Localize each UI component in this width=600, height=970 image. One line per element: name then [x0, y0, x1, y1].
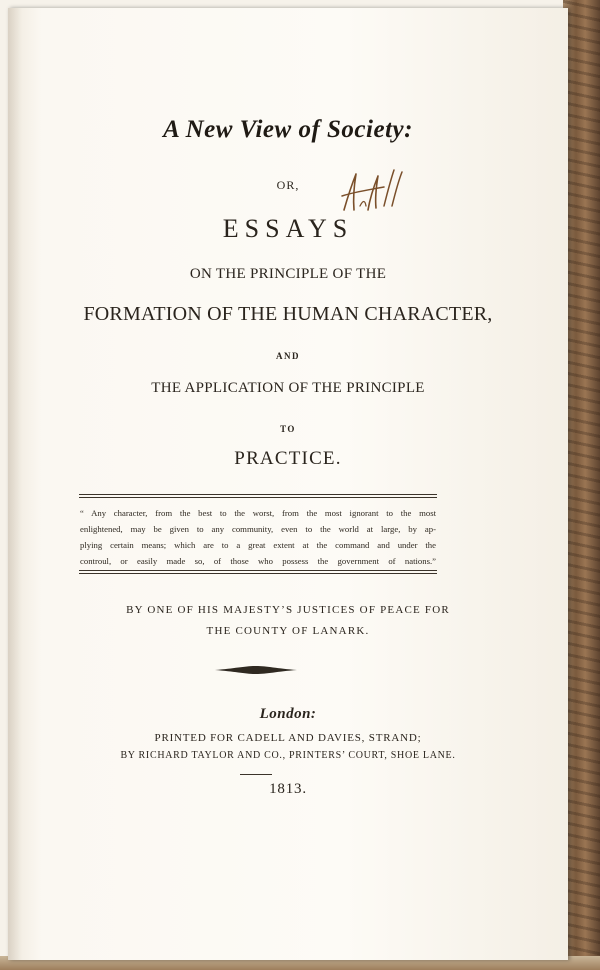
epigraph-top-rule-2 — [79, 497, 437, 498]
book-binding-edge — [563, 0, 600, 970]
imprint-printed-for: PRINTED FOR CADELL AND DAVIES, STRAND; — [154, 732, 422, 744]
to-connector: TO — [280, 424, 296, 434]
imprint-city: London: — [259, 706, 317, 722]
subtitle-formation: FORMATION OF THE HUMAN CHARACTER, — [83, 303, 493, 325]
ornamental-rule — [215, 665, 297, 675]
book-title: A New View of Society: — [163, 116, 413, 143]
epigraph-line: plying certain means; which are to a great extent at the command and under the — [80, 540, 436, 550]
epigraph-line: controul, or easily made so, of those who possess the government of nations.” — [80, 556, 436, 566]
epigraph-line: enlightened, may be given to any community, even to the world at large, by ap- — [80, 524, 436, 534]
author-attribution: BY ONE OF HIS MAJESTY’S JUSTICES OF PEACE FOR — [126, 604, 450, 616]
epigraph-bottom-rule-1 — [79, 570, 437, 571]
imprint-printer: BY RICHARD TAYLOR AND CO., PRINTERS’ COURT, SHOE LANE. — [120, 750, 456, 761]
subtitle-practice: PRACTICE. — [234, 448, 342, 469]
author-county: THE COUNTY OF LANARK. — [206, 625, 370, 637]
publication-year: 1813. — [269, 781, 307, 797]
or-connector: OR, — [276, 178, 300, 192]
subtitle-principle: ON THE PRINCIPLE OF THE — [189, 266, 387, 282]
essays-heading: ESSAYS — [222, 214, 354, 243]
epigraph-top-rule-1 — [79, 494, 437, 495]
epigraph — [80, 505, 436, 569]
and-connector: AND — [276, 351, 300, 361]
imprint-short-rule — [240, 774, 272, 775]
epigraph-line: “ Any character, from the best to the worst, from the most ignorant to the most — [80, 508, 436, 518]
subtitle-application: THE APPLICATION OF THE PRINCIPLE — [151, 380, 425, 396]
title-page — [8, 8, 568, 960]
epigraph-bottom-rule-2 — [79, 573, 437, 574]
